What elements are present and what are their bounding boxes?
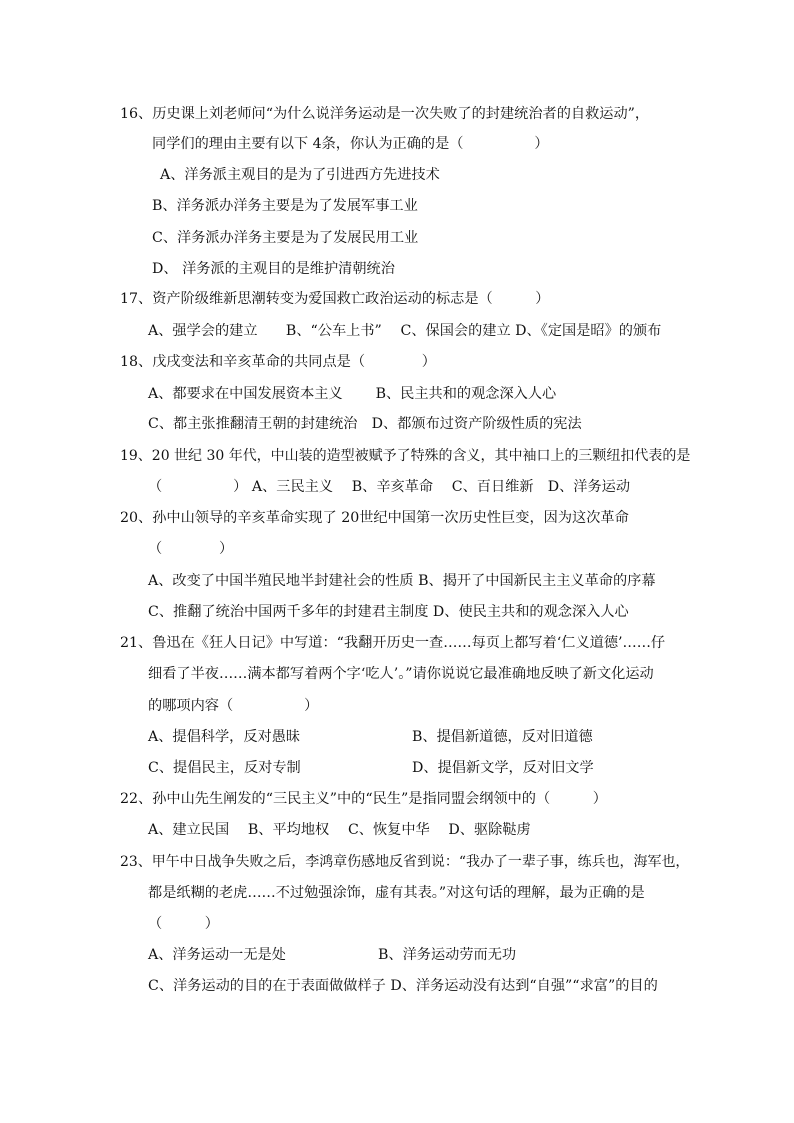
question-18-options-row1: A、都要求在中国发展资本主义 B、民主共和的观念深入人心 (148, 386, 557, 402)
question-16-option-a: A、洋务派主观目的是为了引进西方先进技术 (160, 167, 440, 183)
question-23-answer-paren: （ ） (148, 916, 219, 932)
question-23-option-a: A、洋务运动一无是处 (148, 947, 286, 963)
question-18-stem: 18、戊戌变法和辛亥革命的共同点是（ ） (120, 354, 436, 370)
question-21-stem-line3: 的哪项内容（ ） (148, 698, 319, 714)
question-23-options-cd: C、洋务运动的目的在于表面做做样子 D、洋务运动没有达到“自强”“求富”的目的 (148, 978, 658, 994)
question-21-stem-line1: 21、鲁迅在《狂人日记》中写道：“我翻开历史一查……每页上都写着‘仁义道德’……仔 (120, 635, 666, 651)
question-23-option-b: B、洋务运动劳而无功 (378, 947, 517, 963)
question-21-option-a: A、提倡科学，反对愚昧 (148, 729, 301, 745)
question-21-option-d: D、提倡新文学，反对旧文学 (412, 760, 594, 776)
question-16-stem-line1: 16、历史课上刘老师问“为什么说洋务运动是一次失败了的封建统治者的自救运动”， (120, 106, 650, 122)
question-20-options-row2: C、推翻了统治中国两千多年的封建君主制度 D、使民主共和的观念深入人心 (148, 604, 629, 620)
question-18-options-row2: C、都主张推翻清王朝的封建统治 D、都颁布过资产阶级性质的宪法 (148, 416, 582, 432)
question-17-stem: 17、资产阶级维新思潮转变为爱国救亡政治运动的标志是（ ） (120, 291, 550, 307)
question-16-option-b: B、洋务派办洋务主要是为了发展军事工业 (152, 198, 418, 214)
question-23-stem-line2: 都是纸糊的老虎……不过勉强涂饰，虚有其表。”对这句话的理解，最为正确的是 (148, 885, 645, 901)
question-22-options: A、建立民国 B、平均地权 C、恢复中华 D、驱除鞑虏 (148, 822, 531, 838)
question-19-options: （ ） A、三民主义 B、辛亥革命 C、百日维新 D、洋务运动 (148, 479, 631, 495)
question-16-option-d: D、 洋务派的主观目的是维护清朝统治 (152, 261, 395, 277)
question-21-option-b: B、提倡新道德，反对旧道德 (412, 729, 593, 745)
question-20-options-row1: A、改变了中国半殖民地半封建社会的性质 B、揭开了中国新民主主义革命的序幕 (148, 573, 656, 589)
question-22-stem: 22、孙中山先生阐发的“三民主义”中的“民生”是指同盟会纲领中的（ ） (120, 791, 607, 807)
question-16-stem-line2: 同学们的理由主要有以下 4条，你认为正确的是（ ） (152, 136, 549, 152)
question-17-options: A、强学会的建立 B、“公车上书” C、保国会的建立 D、《定国是昭》的颁布 (148, 323, 662, 339)
question-21-option-c: C、提倡民主，反对专制 (148, 760, 301, 776)
question-20-stem: 20、孙中山领导的辛亥革命实现了 20世纪中国第一次历史性巨变，因为这次革命 (120, 510, 629, 526)
question-21-stem-line2: 细看了半夜……满本都写着两个字‘吃人’。”请你说说它最准确地反映了新文化运动 (148, 666, 654, 682)
question-20-answer-paren: （ ） (148, 541, 234, 557)
question-19-stem: 19、20 世纪 30 年代，中山装的造型被赋予了特殊的含义，其中袖口上的三颗纽扣代表的是 (120, 448, 691, 464)
question-16-option-c: C、洋务派办洋务主要是为了发展民用工业 (152, 230, 419, 246)
question-23-stem-line1: 23、甲午中日战争失败之后，李鸿章伤感地反省到说：“我办了一辈子事，练兵也，海军也， (120, 854, 690, 870)
